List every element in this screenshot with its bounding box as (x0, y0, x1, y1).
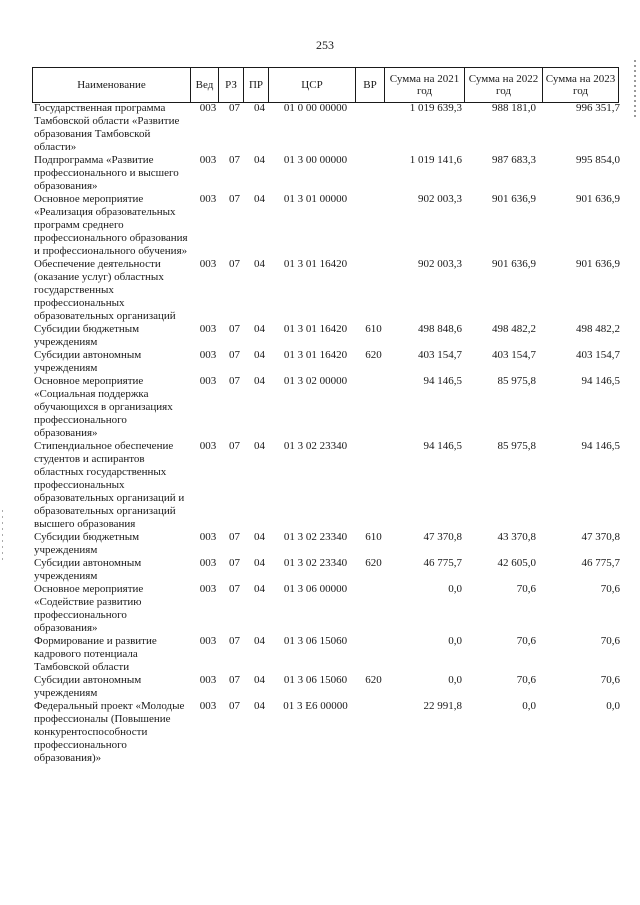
cell-sum-2023: 996 351,7 (576, 102, 620, 114)
cell-csr: 01 3 06 15060 (283, 635, 348, 647)
cell-sum-2023: 94 146,5 (581, 375, 620, 387)
cell-csr: 01 3 E6 00000 (283, 700, 348, 712)
cell-csr: 01 3 01 16420 (283, 258, 348, 270)
cell-sum-2023: 901 636,9 (576, 258, 620, 270)
cell-pr: 04 (254, 258, 265, 270)
cell-ved: 003 (199, 154, 217, 166)
cell-name: Федеральный проект «Молодые профессионалы (Повышение конкурентоспособности профессионального образования)» (34, 700, 185, 764)
cell-ved: 003 (199, 531, 217, 543)
cell-ved: 003 (199, 635, 217, 647)
page-number: 253 (316, 38, 334, 52)
cell-vr (359, 193, 388, 258)
cell-sum-2022: 0,0 (522, 700, 536, 712)
cell-name: Субсидии автономным учреждениям (34, 349, 142, 374)
cell-vr: 610 (365, 531, 382, 543)
cell-csr: 01 3 02 00000 (283, 375, 348, 387)
cell-sum-2022: 988 181,0 (492, 102, 536, 114)
cell-sum-2021: 498 848,6 (418, 323, 462, 335)
table-row (32, 349, 622, 375)
table-header (32, 67, 619, 103)
cell-vr (359, 700, 388, 765)
cell-csr: 01 3 06 15060 (283, 674, 348, 686)
cell-sum-2021: 0,0 (448, 583, 462, 595)
cell-rz: 07 (229, 323, 240, 335)
cell-rz: 07 (229, 531, 240, 543)
cell-pr: 04 (254, 102, 265, 114)
cell-sum-2023: 403 154,7 (576, 349, 620, 361)
cell-rz: 07 (229, 375, 240, 387)
table-row (32, 102, 622, 154)
cell-pr: 04 (254, 635, 265, 647)
cell-sum-2022: 498 482,2 (492, 323, 536, 335)
cell-sum-2023: 70,6 (600, 674, 620, 686)
cell-sum-2022: 70,6 (516, 635, 536, 647)
cell-sum-2023: 70,6 (600, 635, 620, 647)
cell-rz: 07 (229, 635, 240, 647)
cell-sum-2022: 901 636,9 (492, 258, 536, 270)
cell-name: Основное мероприятие «Содействие развитию профессионального образования» (34, 583, 144, 634)
cell-sum-2023: 94 146,5 (581, 440, 620, 452)
cell-rz: 07 (229, 583, 240, 595)
cell-sum-2021: 0,0 (448, 674, 462, 686)
cell-name: Государственная программа Тамбовской области «Развитие образования Тамбовской области» (34, 102, 180, 153)
cell-vr: 620 (365, 674, 382, 686)
cell-sum-2021: 47 370,8 (423, 531, 462, 543)
cell-sum-2021: 22 991,8 (423, 700, 462, 712)
cell-vr: 610 (365, 323, 382, 335)
cell-ved: 003 (199, 674, 217, 686)
cell-ved: 003 (199, 440, 217, 452)
header-ved: Вед (191, 68, 219, 103)
cell-name: Субсидии бюджетным учреждениям (34, 531, 140, 556)
scan-edge-mark (2, 510, 3, 560)
cell-sum-2022: 987 683,3 (492, 154, 536, 166)
cell-ved: 003 (199, 349, 217, 361)
cell-vr (359, 583, 388, 635)
cell-ved: 003 (199, 375, 217, 387)
cell-sum-2021: 902 003,3 (418, 258, 462, 270)
cell-sum-2022: 70,6 (516, 674, 536, 686)
cell-sum-2023: 901 636,9 (576, 193, 620, 205)
cell-rz: 07 (229, 700, 240, 712)
cell-rz: 07 (229, 349, 240, 361)
cell-sum-2023: 47 370,8 (581, 531, 620, 543)
cell-sum-2021: 46 775,7 (423, 557, 462, 569)
budget-table (32, 102, 622, 765)
cell-name: Подпрограмма «Развитие профессионального и высшего образования» (34, 154, 179, 192)
cell-csr: 01 3 00 00000 (283, 154, 348, 166)
cell-vr: 620 (365, 557, 382, 569)
cell-sum-2021: 94 146,5 (423, 375, 462, 387)
table-row (32, 440, 622, 531)
cell-ved: 003 (199, 583, 217, 595)
cell-vr: 620 (365, 349, 382, 361)
table-row (32, 375, 622, 440)
cell-csr: 01 3 01 16420 (283, 323, 348, 335)
cell-rz: 07 (229, 258, 240, 270)
cell-sum-2022: 85 975,8 (497, 375, 536, 387)
table-row (32, 700, 622, 765)
cell-sum-2023: 498 482,2 (576, 323, 620, 335)
cell-pr: 04 (254, 323, 265, 335)
cell-sum-2021: 94 146,5 (423, 440, 462, 452)
cell-csr: 01 3 02 23340 (283, 531, 348, 543)
cell-ved: 003 (199, 557, 217, 569)
cell-name: Основное мероприятие «Социальная поддержка обучающихся в организациях профессионального образования» (34, 375, 173, 439)
cell-rz: 07 (229, 193, 240, 205)
header-rz: РЗ (219, 68, 244, 103)
cell-vr (359, 375, 388, 440)
cell-pr: 04 (254, 440, 265, 452)
cell-pr: 04 (254, 154, 265, 166)
cell-pr: 04 (254, 193, 265, 205)
cell-ved: 003 (199, 102, 217, 114)
table-row (32, 557, 622, 583)
table-row (32, 323, 622, 349)
cell-name: Формирование и развитие кадрового потенциала Тамбовской области (34, 635, 157, 673)
cell-rz: 07 (229, 440, 240, 452)
table-row (32, 193, 622, 258)
cell-sum-2023: 70,6 (600, 583, 620, 595)
cell-csr: 01 0 00 00000 (283, 102, 348, 114)
cell-csr: 01 3 01 16420 (283, 349, 348, 361)
cell-rz: 07 (229, 102, 240, 114)
cell-sum-2021: 1 019 141,6 (409, 154, 462, 166)
header-vr: ВР (356, 68, 385, 103)
cell-vr (359, 102, 388, 154)
header-name: Наименование (33, 68, 191, 103)
cell-vr (359, 258, 388, 323)
cell-ved: 003 (199, 700, 217, 712)
cell-pr: 04 (254, 557, 265, 569)
cell-sum-2021: 902 003,3 (418, 193, 462, 205)
cell-pr: 04 (254, 531, 265, 543)
cell-sum-2021: 1 019 639,3 (409, 102, 462, 114)
header-pr: ПР (244, 68, 269, 103)
cell-csr: 01 3 01 00000 (283, 193, 348, 205)
cell-pr: 04 (254, 375, 265, 387)
cell-vr (359, 635, 388, 674)
cell-vr (359, 440, 388, 531)
cell-sum-2021: 403 154,7 (418, 349, 462, 361)
cell-sum-2022: 42 605,0 (497, 557, 536, 569)
cell-sum-2023: 46 775,7 (581, 557, 620, 569)
cell-sum-2022: 85 975,8 (497, 440, 536, 452)
cell-csr: 01 3 06 00000 (283, 583, 348, 595)
cell-sum-2022: 403 154,7 (492, 349, 536, 361)
cell-rz: 07 (229, 557, 240, 569)
cell-csr: 01 3 02 23340 (283, 557, 348, 569)
cell-pr: 04 (254, 349, 265, 361)
table-row (32, 154, 622, 193)
cell-name: Основное мероприятие «Реализация образовательных программ среднего профессионального образования и профессионального обучения» (34, 193, 188, 257)
scan-edge-mark (634, 60, 636, 120)
table-row (32, 674, 622, 700)
cell-sum-2022: 70,6 (516, 583, 536, 595)
cell-sum-2022: 901 636,9 (492, 193, 536, 205)
cell-pr: 04 (254, 674, 265, 686)
cell-sum-2022: 43 370,8 (497, 531, 536, 543)
cell-pr: 04 (254, 700, 265, 712)
cell-vr (359, 154, 388, 193)
cell-csr: 01 3 02 23340 (283, 440, 348, 452)
cell-ved: 003 (199, 258, 217, 270)
cell-pr: 04 (254, 583, 265, 595)
cell-name: Субсидии автономным учреждениям (34, 674, 142, 699)
cell-ved: 003 (199, 323, 217, 335)
table-row (32, 531, 622, 557)
table-row (32, 258, 622, 323)
cell-sum-2021: 0,0 (448, 635, 462, 647)
header-sum-2021: Сумма на 2021 год (385, 68, 465, 103)
header-sum-2022: Сумма на 2022 год (465, 68, 543, 103)
cell-name: Обеспечение деятельности (оказание услуг) областных государственных профессиональных образовательных организаций (34, 258, 176, 322)
header-csr: ЦСР (269, 68, 356, 103)
cell-sum-2023: 995 854,0 (576, 154, 620, 166)
header-sum-2023: Сумма на 2023 год (543, 68, 619, 103)
table-row (32, 583, 622, 635)
table-row (32, 635, 622, 674)
cell-ved: 003 (199, 193, 217, 205)
cell-name: Субсидии автономным учреждениям (34, 557, 142, 582)
cell-rz: 07 (229, 154, 240, 166)
cell-rz: 07 (229, 674, 240, 686)
cell-name: Субсидии бюджетным учреждениям (34, 323, 140, 348)
cell-name: Стипендиальное обеспечение студентов и аспирантов областных государственных профессиональных образовательных организаций и образовательных организаций высшего образования (34, 440, 185, 530)
cell-sum-2023: 0,0 (606, 700, 620, 712)
